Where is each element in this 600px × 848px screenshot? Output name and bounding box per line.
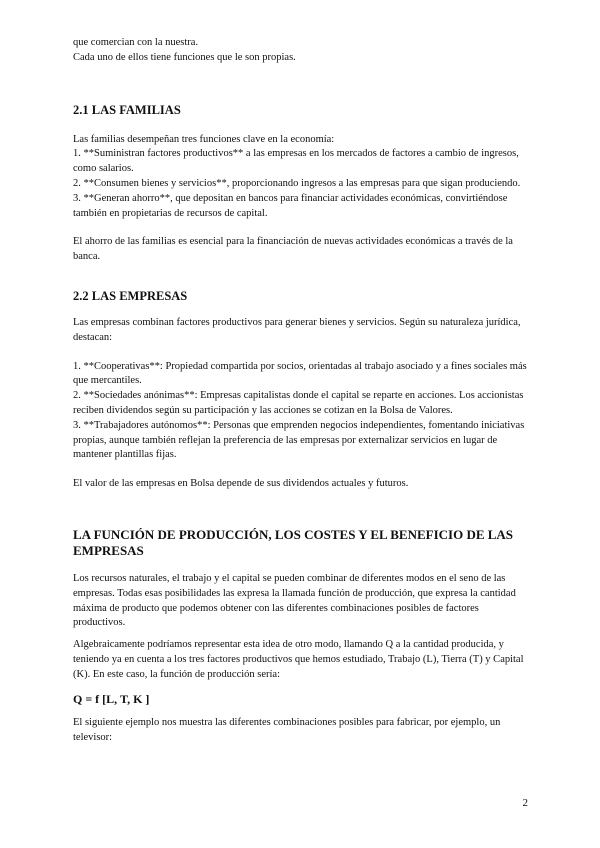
- production-formula: Q = f [L, T, K ]: [73, 691, 150, 706]
- families-item-3: 3. **Generan ahorro**, que depositan en bancos para financiar actividades económicas, convirtiéndose también en propietarias de recursos de capital.: [73, 192, 508, 219]
- intro-line-2: Cada uno de ellos tiene funciones que le son propias.: [73, 51, 296, 63]
- companies-item-2: 2. **Sociedades anónimas**: Empresas capitalistas donde el capital se reparte en acciones. Los accionistas reciben dividendos según su participación y las acciones se cotizan en la Bolsa de Valores.: [73, 390, 524, 416]
- companies-heading: 2.2 LAS EMPRESAS: [73, 288, 188, 303]
- intro-line-1: que comercian con la nuestra.: [73, 37, 199, 48]
- production-para-2: Algebraicamente podríamos representar esta idea de otro modo, llamando Q a la cantidad producida, y teniendo ya en cuenta a los tres factores productivos que hemos estudiado, Trabajo (L), Tierra (T) y Capital (K). En este caso, la función de producción sería:: [73, 639, 524, 680]
- families-heading: 2.1 LAS FAMILIAS: [73, 102, 181, 117]
- families-intro: Las familias desempeñan tres funciones clave en la economía:: [73, 133, 335, 145]
- families-item-2: 2. **Consumen bienes y servicios**, proporcionando ingresos a las empresas para que sigan produciendo.: [73, 177, 521, 189]
- document-page: [73, 36, 531, 746]
- production-heading: LA FUNCIÓN DE PRODUCCIÓN, LOS COSTES Y EL BENEFICIO DE LAS EMPRESAS: [73, 526, 514, 559]
- companies-item-3: 3. **Trabajadores autónomos**: Personas que emprenden negocios independientes, fomentando iniciativas propias, aunque también reflejan la preferencia de las empresas por externalizar servicios en lugar de mantener plantillas fijas.: [73, 419, 525, 461]
- companies-closing: El valor de las empresas en Bolsa depende de sus dividendos actuales y futuros.: [73, 478, 409, 490]
- production-para-3: El siguiente ejemplo nos muestra las diferentes combinaciones posibles para fabricar, por ejemplo, un televisor:: [73, 717, 501, 744]
- companies-intro: Las empresas combinan factores productivos para generar bienes y servicios. Según su naturaleza jurídica, destacan:: [73, 316, 521, 343]
- companies-item-1: 1. **Cooperativas**: Propiedad compartida por socios, orientadas al trabajo asociado y a fines sociales más que mercantiles.: [73, 360, 527, 387]
- production-para-1: Los recursos naturales, el trabajo y el capital se pueden combinar de diferentes modos en el seno de las empresas. Todas esas posibilidades las expresa la llamada función de producción, que expresa la cantidad máxima de producto que podemos obtener con las diferentes combinaciones posibles de factores productivos.: [73, 572, 516, 629]
- page-number: 2: [522, 797, 528, 809]
- families-closing: El ahorro de las familias es esencial para la financiación de nuevas actividades económicas a través de la banca.: [73, 236, 513, 263]
- families-item-1: 1. **Suministran factores productivos** a las empresas en los mercados de factores a cambio de ingresos, como salarios.: [73, 148, 519, 175]
